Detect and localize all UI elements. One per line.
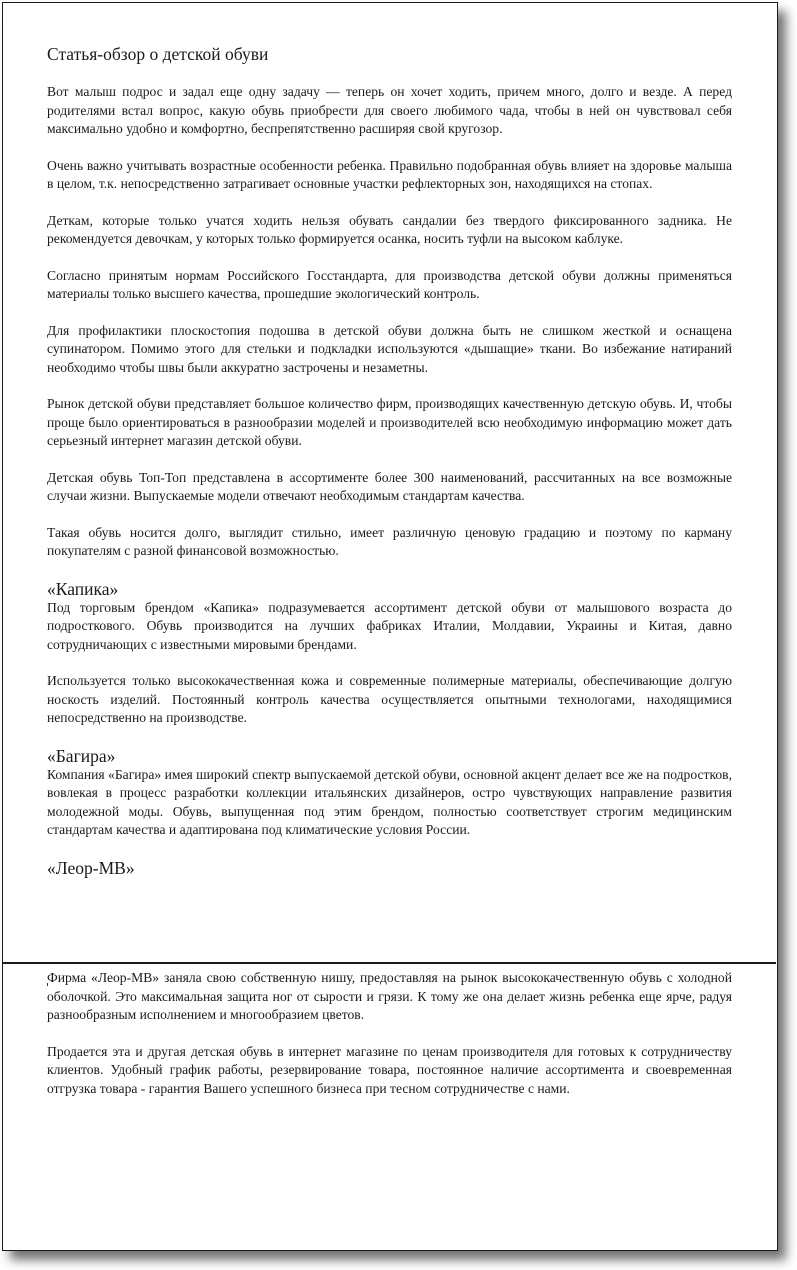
paragraph: Вот малыш подрос и задал еще одну задачу — теперь он хочет ходить, причем много, долго и везде. А перед родителями встал вопрос, какую обувь приобрести для своего любимого чада, чтобы в ней он чувствовал себя максимально удобно и комфортно, беспрепятственно расширяя свой кругозор. [47, 84, 732, 136]
page-body-bottom [47, 969, 732, 1116]
paragraph: Согласно принятым нормам Российского Госстандарта, для производства детской обуви должны применяться материалы только высшего качества, прошедшие экологический контроль. [47, 267, 732, 301]
page-title: Статья-обзор о детской обуви [47, 44, 269, 64]
page-break-line [3, 962, 776, 964]
section-heading-bagira: «Багира» [47, 745, 116, 766]
page-body-top [47, 43, 732, 878]
paragraph: Очень важно учитывать возрастные особенности ребенка. Правильно подобранная обувь влияет на здоровье малыша в целом, т.к. непосредственно затрагивает основные участки рефлекторных зон, находящихся на стопах. [47, 157, 732, 191]
document-page[interactable] [2, 2, 778, 1251]
paragraph: Продается эта и другая детская обувь в интернет магазине по ценам производителя для готовых к сотрудничеству клиентов. Удобный график работы, резервирование товара, постоянное наличие ассортимента и своевременная отгрузка товара - гарантия Вашего успешного бизнеса при тесном сотрудничестве с нами. [47, 1043, 732, 1096]
section-heading-kapika: «Капика» [47, 578, 119, 599]
paragraph: Под торговым брендом «Капика» подразумевается ассортимент детской обуви от малышового возраста до подросткового. Обувь производится на лучших фабриках Италии, Молдавии, Украины и Китая, давно сотрудничающих с известными мировыми брендами. [47, 599, 732, 652]
paragraph: Детская обувь Топ-Топ представлена в ассортименте более 300 наименований, рассчитанных на все возможные случаи жизни. Выпускаемые модели отвечают необходимым стандартам качества. [47, 469, 732, 503]
paragraph: Рынок детской обуви представляет большое количество фирм, производящих качественную детскую обувь. И, чтобы проще было ориентироваться в разнообразии моделей и производителей всю необходимую информацию может дать серьезный интернет магазин детской обуви. [47, 396, 732, 448]
paragraph: Такая обувь носится долго, выглядит стильно, имеет различную ценовую градацию и поэтому по карману покупателям с разной финансовой возможностью. [47, 524, 732, 558]
section-heading-leor: «Леор-МВ» [47, 857, 135, 878]
paragraph: Деткам, которые только учатся ходить нельзя обувать сандалии без твердого фиксированного задника. Не рекомендуется девочкам, у которых только формируется осанка, носить туфли на высоком каблуке. [47, 212, 732, 246]
paragraph: Для профилактики плоскостопия подошва в детской обуви должна быть не слишком жесткой и оснащена супинатором. Помимо этого для стельки и подкладки используются «дышащие» ткани. Во избежание натираний необходимо чтобы швы были аккуратно застрочены и незаметны. [47, 322, 732, 375]
paragraph: Фирма «Леор-МВ» заняла свою собственную нишу, предоставляя на рынок высококачественную обувь с холодной оболочкой. Это максимальная защита ног от сырости и грязи. К тому же она делает жизнь ребенка еще ярче, радуя разнообразным исполнением и многообразием цветов. [47, 970, 732, 1022]
paragraph: Используется только высококачественная кожа и современные полимерные материалы, обеспечивающие долгую носкость изделий. Постоянный контроль качества осуществляется опытными технологами, находящимися непосредственно на производстве. [47, 673, 732, 725]
paragraph: Компания «Багира» имея широкий спектр выпускаемой детской обуви, основной акцент делает все же на подростков, вовлекая в процесс разработки коллекции итальянских дизайнеров, остро чувствующих направление развития молодежной моды. Обувь, выпущенная под этим брендом, полностью соответствует строгим медицинским стандартам качества и адаптирована под климатические условия России. [47, 766, 732, 837]
